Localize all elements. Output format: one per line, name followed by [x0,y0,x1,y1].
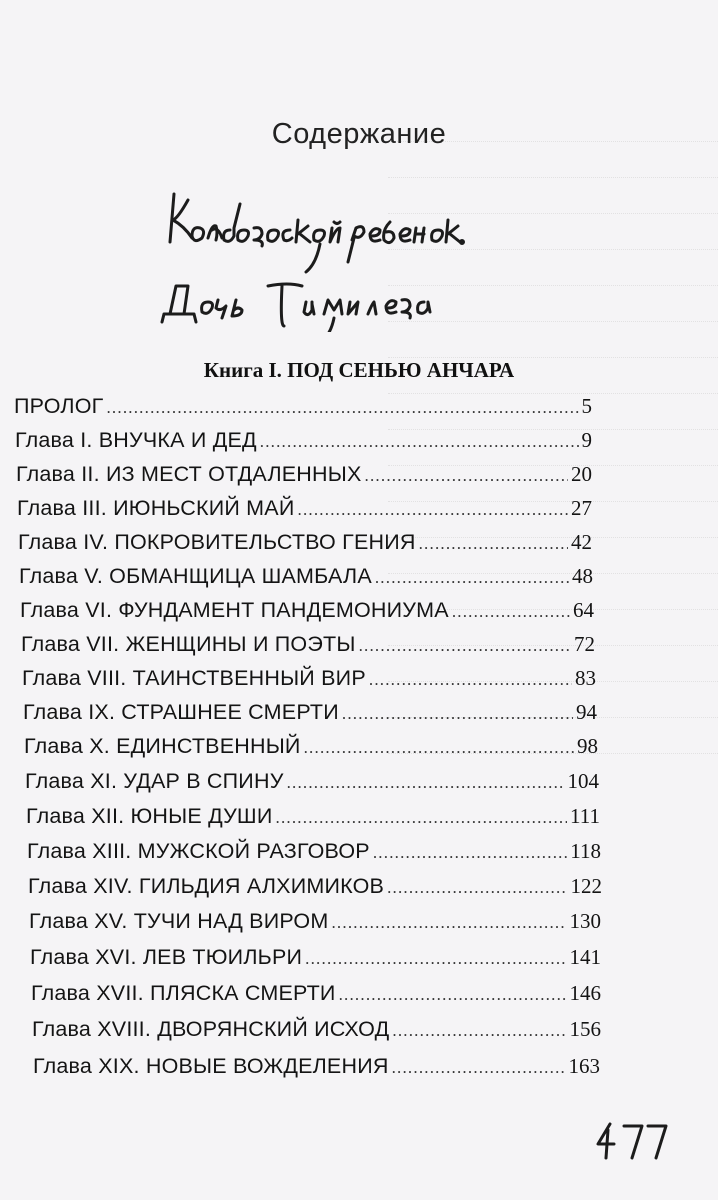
toc-entry [17,496,592,521]
toc-entry-title: Глава V. ОБМАНЩИЦА ШАМБАЛА [19,564,372,588]
toc-entry [29,909,601,934]
toc-entry-page: 64 [573,598,594,622]
toc-entry-title: Глава IX. СТРАШНЕЕ СМЕРТИ [23,700,339,724]
dot-leader [342,704,573,724]
toc-entry-page: 104 [567,769,599,793]
toc-entry [27,839,601,864]
toc-entry [18,530,592,555]
toc-entry-page: 130 [569,909,601,933]
toc-entry [33,1054,600,1079]
dot-leader [375,568,569,588]
toc-entry-title: Глава III. ИЮНЬСКИЙ МАЙ [17,496,295,520]
toc-entry-title: Глава XVII. ПЛЯСКА СМЕРТИ [31,981,336,1005]
dot-leader [339,985,567,1005]
dot-leader [369,670,572,690]
toc-entry [14,394,592,419]
toc-entry-title: Глава II. ИЗ МЕСТ ОТДАЛЕННЫХ [16,462,362,486]
toc-entry-title: Глава XV. ТУЧИ НАД ВИРОМ [29,909,329,933]
toc-entry-page: 146 [569,981,601,1005]
toc-entry-title: Глава VI. ФУНДАМЕНТ ПАНДЕМОНИУМА [20,598,449,622]
toc-entry [21,632,595,657]
toc-entry-page: 98 [577,734,598,758]
toc-entry [30,945,601,970]
dot-leader [287,773,565,793]
toc-entry-title: Глава XII. ЮНЫЕ ДУШИ [26,804,273,828]
toc-entry-title: Глава XIX. НОВЫЕ ВОЖДЕЛЕНИЯ [33,1054,389,1078]
toc-entry-title: ПРОЛОГ [14,394,104,418]
toc-entry [22,666,596,691]
page-heading: Содержание [271,118,447,150]
dot-leader [359,636,571,656]
toc-entry-title: Глава XVIII. ДВОРЯНСКИЙ ИСХОД [32,1017,390,1041]
toc-entry [15,428,592,453]
toc-entry-title: Глава XI. УДАР В СПИНУ [25,769,284,793]
dot-leader [276,808,568,828]
toc-entry-title: Глава VIII. ТАИНСТВЕННЫЙ ВИР [22,666,366,690]
toc-entry-page: 141 [569,945,601,969]
dot-leader [304,738,574,758]
dot-leader [365,466,568,486]
dot-leader [419,534,568,554]
dot-leader [298,500,569,520]
toc-entry-page: 156 [569,1017,601,1041]
toc-entry-page: 5 [581,394,592,418]
toc-entry-page: 111 [570,804,600,828]
book-title: Книга I. ПОД СЕНЬЮ АНЧАРА [203,358,515,382]
toc-entry-page: 42 [571,530,592,554]
toc-entry [32,1017,601,1042]
toc-entry-page: 94 [576,700,597,724]
handwritten-page-number [592,1118,672,1160]
dot-leader [106,398,578,418]
toc-entry-page: 122 [570,874,602,898]
toc-entry [23,700,597,725]
toc-entry [26,804,600,829]
toc-entry-page: 163 [568,1054,600,1078]
toc-entry-title: Глава XIV. ГИЛЬДИЯ АЛХИМИКОВ [28,874,385,898]
toc-entry [31,981,601,1006]
dot-leader [331,913,566,933]
dot-leader [373,843,567,863]
toc-entry-title: Глава XIII. МУЖСКОЙ РАЗГОВОР [27,839,370,863]
toc-entry [19,564,593,589]
toc-entry-page: 9 [581,428,592,452]
toc-entry [20,598,594,623]
toc-entry-page: 27 [571,496,592,520]
handwritten-inscription [140,182,470,332]
toc-entry [28,874,602,899]
dot-leader [392,1058,566,1078]
dot-leader [392,1021,566,1041]
toc-entry-page: 20 [571,462,592,486]
dot-leader [260,432,579,452]
toc-entry-page: 118 [570,839,601,863]
toc-entry [16,462,592,487]
dot-leader [387,878,567,898]
toc-entry-title: Глава XVI. ЛЕВ ТЮИЛЬРИ [30,945,303,969]
toc-entry [24,734,598,759]
toc-entry-title: Глава I. ВНУЧКА И ДЕД [15,428,257,452]
toc-entry-title: Глава X. ЕДИНСТВЕННЫЙ [24,734,301,758]
toc-entry-title: Глава IV. ПОКРОВИТЕЛЬСТВО ГЕНИЯ [18,530,416,554]
toc-entry-page: 48 [572,564,593,588]
toc-entry-title: Глава VII. ЖЕНЩИНЫ И ПОЭТЫ [21,632,356,656]
toc-entry [25,769,599,794]
toc-entry-page: 83 [575,666,596,690]
dot-leader [452,602,570,622]
toc-entry-page: 72 [574,632,595,656]
dot-leader [305,949,566,969]
